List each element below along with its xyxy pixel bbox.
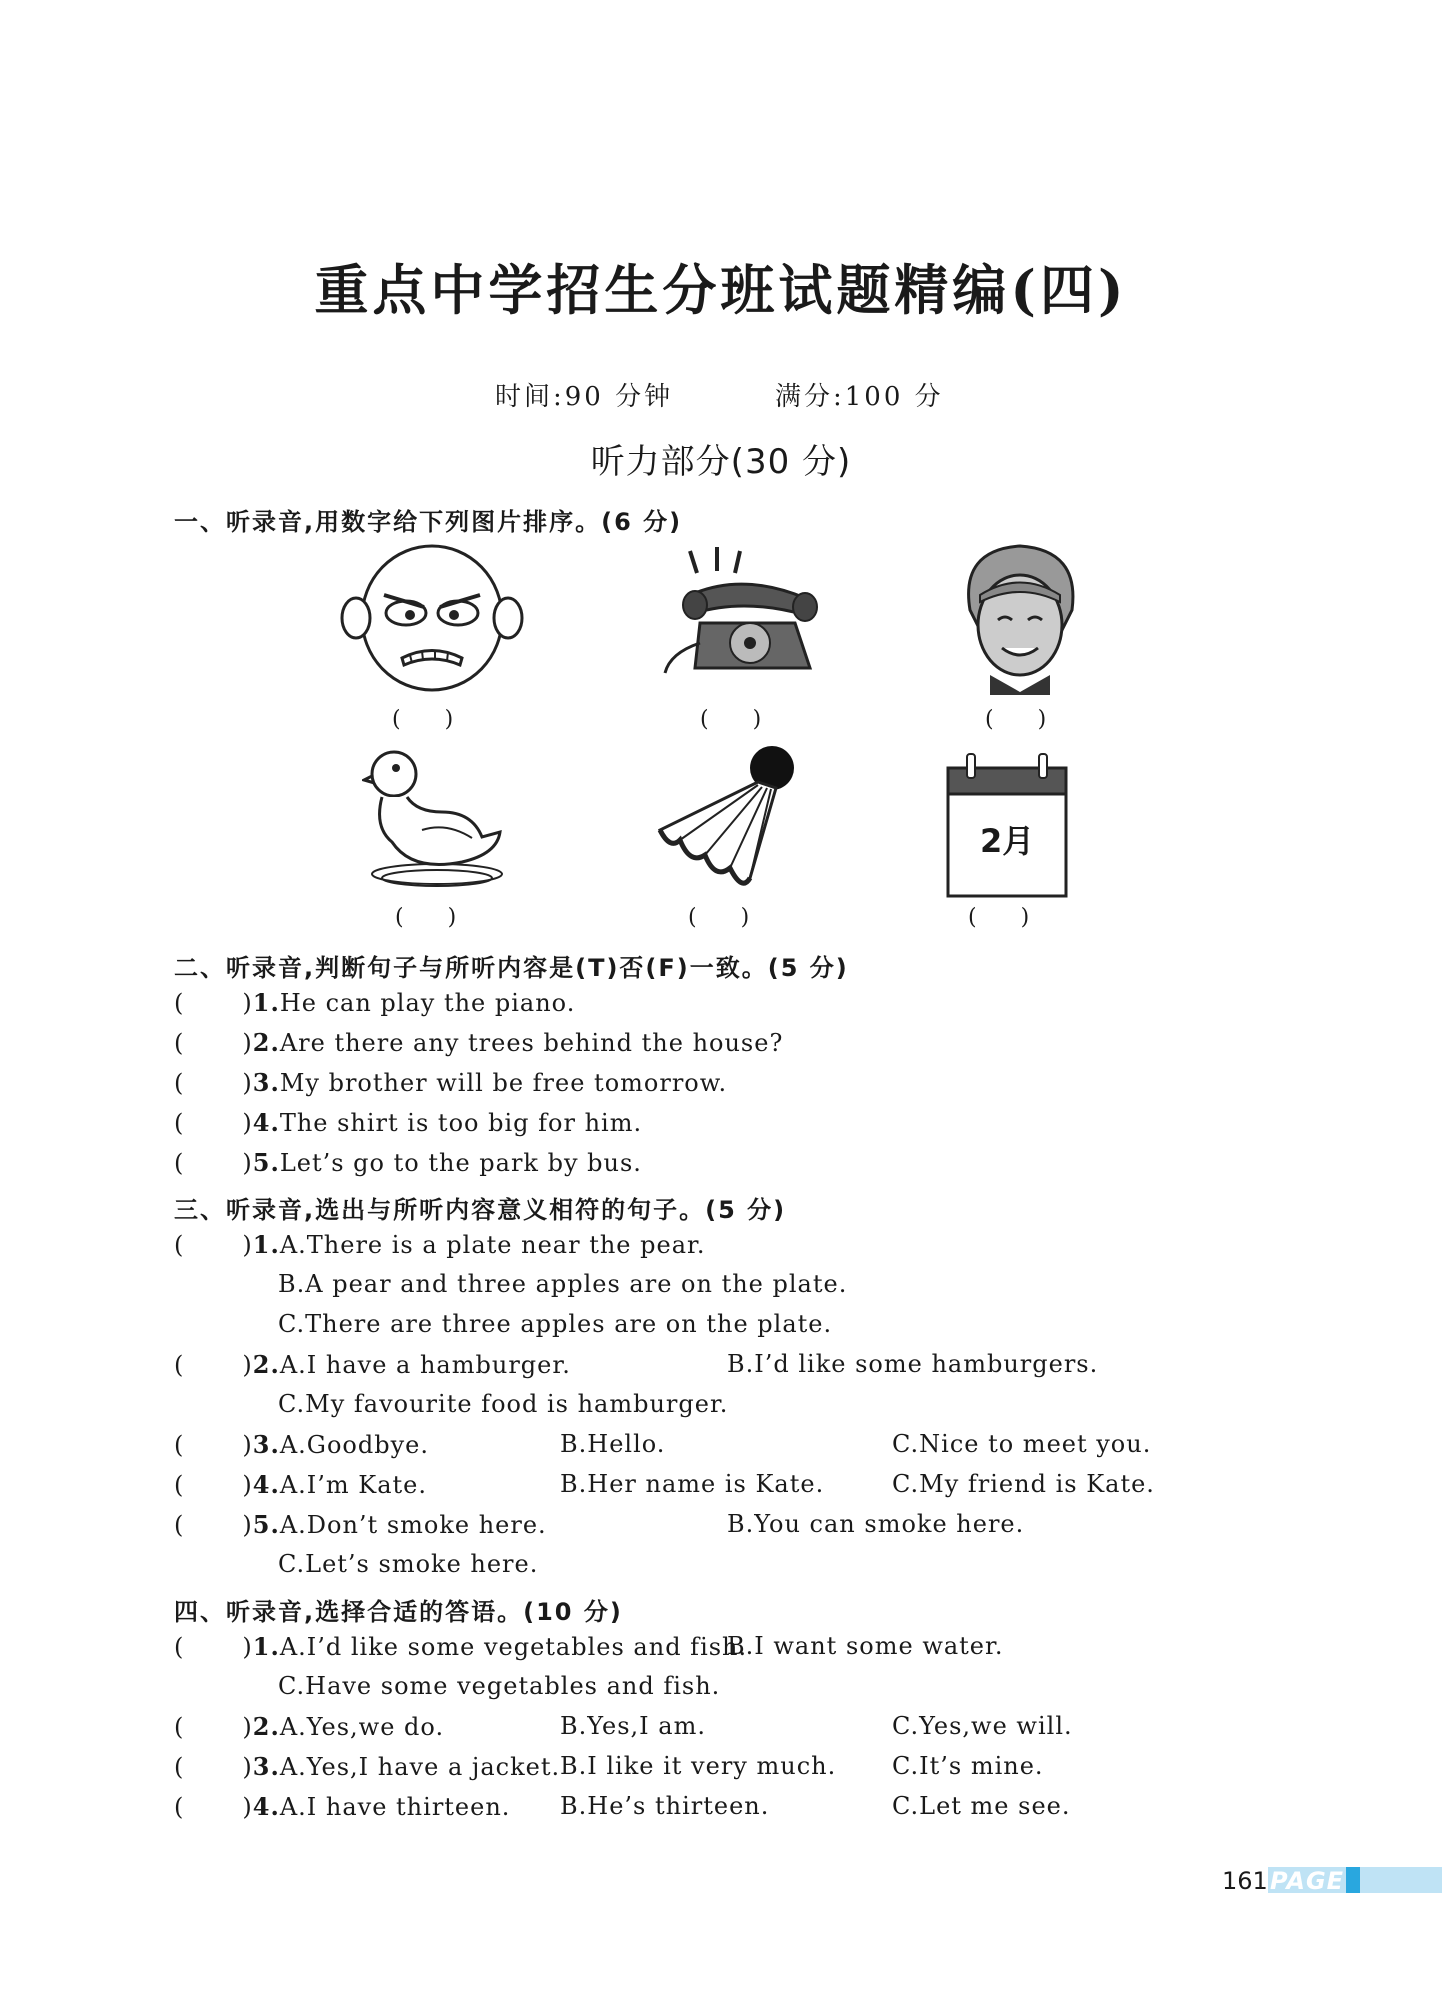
- page-number: 161: [1222, 1867, 1268, 1895]
- section1-heading: 一、听录音,用数字给下列图片排序。(6 分): [174, 508, 683, 536]
- s4-q3-option-c: C.It’s mine.: [892, 1752, 1044, 1780]
- section3-heading: 三、听录音,选出与所听内容意义相符的句子。(5 分): [174, 1196, 787, 1224]
- answer-blank[interactable]: (: [174, 1471, 185, 1499]
- s2-item-4: [174, 1108, 642, 1137]
- old-lady-picture: [950, 540, 1090, 695]
- item-text: Let’s go to the park by bus.: [279, 1149, 642, 1177]
- s3-q2-option-c: C.My favourite food is hamburger.: [278, 1390, 729, 1418]
- s4-q3-option-b: B.I like it very much.: [560, 1752, 837, 1780]
- paren-close: ): [242, 1511, 253, 1539]
- part-heading: 听力部分(30 分): [590, 442, 852, 482]
- angry-face-picture: [340, 543, 525, 693]
- answer-blank[interactable]: (: [174, 989, 185, 1017]
- item-number: 2.: [252, 1350, 280, 1379]
- option-a: A.I have a hamburger.: [279, 1351, 571, 1379]
- item-number: 3.: [252, 1752, 280, 1781]
- calendar-month-text: 2月: [980, 822, 1035, 860]
- picture1-blank[interactable]: ( ): [392, 707, 454, 732]
- s2-item-1: [174, 988, 575, 1017]
- item-text: Are there any trees behind the house?: [279, 1029, 784, 1057]
- item-text: My brother will be free tomorrow.: [279, 1069, 728, 1097]
- item-number: 3.: [252, 1430, 280, 1459]
- answer-blank[interactable]: (: [174, 1029, 185, 1057]
- s3-q2-option-b: B.I’d like some hamburgers.: [727, 1350, 1099, 1378]
- item-number: 4.: [252, 1792, 280, 1821]
- s3-q5-option-c: C.Let’s smoke here.: [278, 1550, 539, 1578]
- s3-q3: [174, 1430, 429, 1459]
- s3-q3-option-c: C.Nice to meet you.: [892, 1430, 1152, 1458]
- item-text: The shirt is too big for him.: [279, 1109, 643, 1137]
- paren-close: ): [242, 989, 253, 1017]
- picture3-blank[interactable]: ( ): [985, 707, 1047, 732]
- paren-close: ): [242, 1069, 253, 1097]
- s3-q1-option-b: B.A pear and three apples are on the plate.: [278, 1270, 848, 1298]
- s2-item-3: [174, 1068, 727, 1097]
- paren-close: ): [242, 1149, 253, 1177]
- s4-q2: [174, 1712, 444, 1741]
- option-a: A.Goodbye.: [279, 1431, 429, 1459]
- item-number: 5.: [252, 1148, 280, 1177]
- answer-blank[interactable]: (: [174, 1793, 185, 1821]
- shuttlecock-picture: [650, 740, 800, 895]
- paren-close: ): [242, 1633, 253, 1661]
- s3-q4-option-c: C.My friend is Kate.: [892, 1470, 1155, 1498]
- item-number: 1.: [252, 1230, 280, 1259]
- option-a: A.I’m Kate.: [279, 1471, 427, 1499]
- answer-blank[interactable]: (: [174, 1633, 185, 1661]
- paren-close: ): [242, 1029, 253, 1057]
- s4-q4: [174, 1792, 510, 1821]
- option-a: A.I’d like some vegetables and fish.: [279, 1633, 748, 1661]
- s3-q5: [174, 1510, 547, 1539]
- answer-blank[interactable]: (: [174, 1713, 185, 1741]
- s4-q2-option-b: B.Yes,I am.: [560, 1712, 706, 1740]
- option-a: A.Don’t smoke here.: [279, 1511, 547, 1539]
- option-a: A.I have thirteen.: [279, 1793, 511, 1821]
- item-number: 5.: [252, 1510, 280, 1539]
- answer-blank[interactable]: (: [174, 1149, 185, 1177]
- section4-heading: 四、听录音,选择合适的答语。(10 分): [174, 1598, 623, 1626]
- s3-q5-option-b: B.You can smoke here.: [727, 1510, 1025, 1538]
- paren-close: ): [242, 1713, 253, 1741]
- s3-q2: [174, 1350, 571, 1379]
- s2-item-5: [174, 1148, 642, 1177]
- exam-score: 满分:100 分: [775, 382, 944, 412]
- option-a: A.There is a plate near the pear.: [279, 1231, 706, 1259]
- item-number: 3.: [252, 1068, 280, 1097]
- telephone-picture: [655, 543, 825, 693]
- s4-q1-option-c: C.Have some vegetables and fish.: [278, 1672, 721, 1700]
- answer-blank[interactable]: (: [174, 1351, 185, 1379]
- s4-q4-option-c: C.Let me see.: [892, 1792, 1071, 1820]
- picture2-blank[interactable]: ( ): [700, 707, 762, 732]
- duck-picture: [362, 742, 512, 894]
- paren-close: ): [242, 1231, 253, 1259]
- item-number: 2.: [252, 1028, 280, 1057]
- answer-blank[interactable]: (: [174, 1069, 185, 1097]
- s2-item-2: [174, 1028, 783, 1057]
- answer-blank[interactable]: (: [174, 1231, 185, 1259]
- item-number: 2.: [252, 1712, 280, 1741]
- picture5-blank[interactable]: ( ): [688, 905, 750, 930]
- item-text: He can play the piano.: [279, 989, 576, 1017]
- paren-close: ): [242, 1471, 253, 1499]
- item-number: 4.: [252, 1108, 280, 1137]
- item-number: 1.: [252, 1632, 280, 1661]
- s3-q4: [174, 1470, 427, 1499]
- answer-blank[interactable]: (: [174, 1431, 185, 1459]
- paren-close: ): [242, 1753, 253, 1781]
- s4-q4-option-b: B.He’s thirteen.: [560, 1792, 770, 1820]
- s4-q3: [174, 1752, 560, 1781]
- s3-q3-option-b: B.Hello.: [560, 1430, 666, 1458]
- answer-blank[interactable]: (: [174, 1511, 185, 1539]
- paren-close: ): [242, 1109, 253, 1137]
- option-a: A.Yes,we do.: [279, 1713, 445, 1741]
- picture4-blank[interactable]: ( ): [395, 905, 457, 930]
- s4-q1: [174, 1632, 747, 1661]
- page-bar-accent: [1346, 1867, 1360, 1893]
- section2-heading: 二、听录音,判断句子与所听内容是(T)否(F)一致。(5 分): [174, 954, 849, 982]
- item-number: 1.: [252, 988, 280, 1017]
- page-title: 重点中学招生分班试题精编(四): [314, 258, 1128, 322]
- paren-close: ): [242, 1793, 253, 1821]
- answer-blank[interactable]: (: [174, 1753, 185, 1781]
- option-a: A.Yes,I have a jacket.: [279, 1753, 561, 1781]
- item-number: 4.: [252, 1470, 280, 1499]
- answer-blank[interactable]: (: [174, 1109, 185, 1137]
- s3-q4-option-b: B.Her name is Kate.: [560, 1470, 825, 1498]
- s3-q1: [174, 1230, 705, 1259]
- paren-close: ): [242, 1351, 253, 1379]
- s3-q1-option-c: C.There are three apples are on the plate.: [278, 1310, 833, 1338]
- s4-q1-option-b: B.I want some water.: [727, 1632, 1004, 1660]
- picture6-blank[interactable]: ( ): [968, 905, 1030, 930]
- paren-close: ): [242, 1431, 253, 1459]
- s4-q2-option-c: C.Yes,we will.: [892, 1712, 1073, 1740]
- page-word: PAGE: [1270, 1867, 1345, 1895]
- exam-time: 时间:90 分钟: [495, 382, 674, 412]
